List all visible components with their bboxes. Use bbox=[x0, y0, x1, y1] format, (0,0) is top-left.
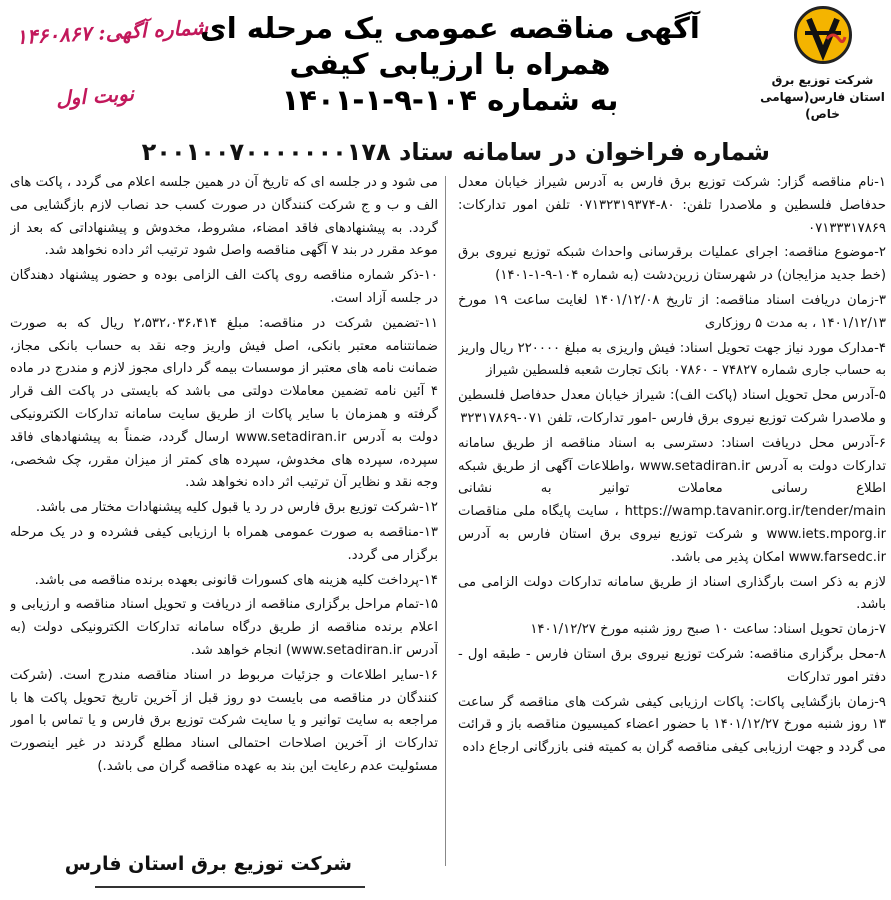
logo-company-name bbox=[760, 72, 885, 123]
notice-column-right bbox=[458, 172, 886, 862]
notice-number-stamp: شماره آگهی: ۱۴۶۰۸۶۷ bbox=[15, 14, 209, 50]
clause-8: ۸-محل برگزاری مناقصه: شرکت توزیع نیروی برق استان فارس - طبقه اول - دفتر امور تدارکات bbox=[458, 646, 886, 685]
clause-4: ۴-مدارک مورد نیاز جهت تحویل اسناد: فیش واریزی به مبلغ ۲۲۰۰۰۰ ریال واریز به حساب جاری شماره ۷۴۸۲۷ - ۰۷۸۶۰ بانک تجارت شعبه فلسطین شیراز bbox=[458, 340, 886, 379]
clause-7: ۷-زمان تحویل اسناد: ساعت ۱۰ صبح روز شنبه مورخ ۱۴۰۱/۱۲/۲۷ bbox=[530, 622, 886, 638]
title-line-2: همراه با ارزیابی کیفی bbox=[289, 47, 611, 81]
logo-name-line-2: استان فارس(سهامی خاص) bbox=[760, 90, 885, 121]
clause-5: ۵-آدرس محل تحویل اسناد (پاکت الف): شیراز خیابان معدل حدفاصل فلسطین و ملاصدرا شرکت توزیع نیروی برق فارس -امور تدارکات، تلفن ۰۷۱-۳۲۳۱۷۸۶۹ bbox=[458, 388, 886, 426]
clause-9-continued: می شود و در جلسه ای که تاریخ آن در همین جلسه اعلام می گردد ، پاکت های الف و ب و ج شرکت کنندگان در صورت کسب حد نصاب لازم بازگشایی می گردد. به پیشنهادهای فاقد امضاء، مشروط، مخدوش و پیشنهاداتی که بعد از موعد مقرر در بند ۷ آگهی مناقصه واصل شود ترتیب اثر داده نخواهد شد. bbox=[10, 175, 438, 259]
notice-column-left bbox=[10, 172, 438, 852]
notice-header bbox=[0, 0, 891, 170]
title-line-3: به شماره ۱۰۴-۹-۱-۱۴۰۱ bbox=[281, 83, 619, 117]
clause-1: ۱-نام مناقصه گزار: شرکت توزیع برق فارس به آدرس شیراز خیابان معدل حدفاصل فلسطین و ملاصدرا تلفن: ۸۰-۰۷۱۳۲۳۱۹۳۷۴ تلفن امور تدارکات: ۰۷۱۳۳۳۱۷۸۶۹ bbox=[458, 175, 886, 236]
footer-company-name: شرکت توزیع برق استان فارس bbox=[64, 853, 352, 875]
clause-3: ۳-زمان دریافت اسناد مناقصه: از تاریخ ۱۴۰۱/۱۲/۰۸ لغایت ساعت ۱۹ مورخ ۱۴۰۱/۱۲/۱۳ ، به مدت ۵ روزکاری bbox=[458, 292, 886, 331]
clause-6-note: لازم به ذکر است بارگذاری اسناد از طریق سامانه تدارکات دولت الزامی می باشد. bbox=[458, 574, 886, 613]
clause-6: ۶-آدرس محل دریافت اسناد: دسترسی به اسناد مناقصه از طریق سامانه تدارکات دولت به آدرس www.setadiran.ir ،واطلاعات آگهی از طریق شبکه اطلاع رسانی معاملات توانیر به نشانی https://wamp.tavanir.org.ir/tender/main ، سایت پایگاه ملی مناقصات www.iets.mporg.ir و شرکت توزیع نیروی برق استان فارس به آدرس www.farsedc.ir امکان پذیر می باشد. bbox=[458, 435, 886, 565]
publication-round-stamp: نوبت اول bbox=[55, 81, 135, 111]
call-number-line: شماره فراخوان در سامانه ستاد ۲۰۰۱۰۰۷۰۰۰۰۰۰۰۱۷۸ bbox=[141, 138, 770, 166]
clause-13: ۱۳-مناقصه به صورت عمومی همراه با ارزیابی کیفی فشرده و در یک مرحله برگزار می گردد. bbox=[10, 524, 438, 563]
column-divider bbox=[445, 176, 446, 866]
clause-15: ۱۵-تمام مراحل برگزاری مناقصه از دریافت و تحویل اسناد مناقصه و ارزیابی و اعلام برنده مناقصه از طریق درگاه سامانه تدارکات الکترونیکی دولت (به آدرس www.setadiran.ir) انجام خواهد شد. bbox=[10, 597, 438, 658]
notice-title bbox=[170, 10, 730, 118]
clause-2: ۲-موضوع مناقصه: اجرای عملیات برقرسانی واحداث شبکه توزیع نیروی برق (خط جدید مزایجان) در شهرستان زرین‌دشت (به شماره ۱۰۴-۹-۱-۱۴۰۱) bbox=[458, 245, 886, 284]
title-line-1: آگهی مناقصه عمومی یک مرحله ای bbox=[200, 11, 700, 45]
clause-10: ۱۰-ذکر شماره مناقصه روی پاکت الف الزامی بوده و حضور پیشنهاد دهندگان در جلسه آزاد است. bbox=[10, 268, 438, 306]
clause-12: ۱۲-شرکت توزیع برق فارس در رد یا قبول کلیه پیشنهادات مختار می باشد. bbox=[35, 500, 438, 516]
clause-11: ۱۱-تضمین شرکت در مناقصه: مبلغ ۲،۵۳۲،۰۳۶،۴۱۴ ریال که به صورت ضمانتنامه معتبر بانکی، اصل فیش واریز وجه نقد به حساب بانکی مجاز، ضمانت نامه های معتبر از موسسات بیمه گر دارای مجوز لازم و مندرج در ماده ۴ آئین نامه تضمین معاملات دولتی می باشد که بایستی در پاکت الف قرار گرفته و همزمان با سایر پاکات از طریق سایت سامانه تدارکات الکترونیکی دولت به آدرس www.setadiran.ir ارسال گردد، ضمناً به پیشنهادهای فاقد سپرده، سپرده های مخدوش، سپرده های کمتر از میزان مقرر، چک شخصی، وجه نقد و نظایر آن ترتیب اثر داده نخواهد شد. bbox=[10, 315, 438, 491]
footer-underline bbox=[95, 886, 365, 888]
clause-16: ۱۶-سایر اطلاعات و جزئیات مربوط در اسناد مناقصه مندرج است. (شرکت کنندگان در مناقصه می بایست دو روز قبل از آخرین تاریخ تحویل پاکت ها با مراجعه به سایت توانیر و یا سایت شرکت توزیع برق فارس و یا تماس با امور تدارکات از آخرین اصلاحات احتمالی اسناد مطلع گردند در غیر اینصورت مسئولیت عدم رعایت این بند به عهده مناقصه گران می باشد.) bbox=[10, 667, 438, 774]
clause-9: ۹-زمان بازگشایی پاکات: پاکات ارزیابی کیفی شرکت های مناقصه گر ساعت ۱۳ روز شنبه مورخ ۱۴۰۱/۱۲/۲۷ با حضور اعضاء کمیسیون مناقصه باز و قرائت می گردد و جهت ارزیابی کیفی مناقصه گران به کمیته فنی بازرگانی ارجاع داده bbox=[458, 694, 886, 756]
electricity-company-logo-icon bbox=[794, 6, 852, 64]
logo-name-line-1: شرکت توزیع برق bbox=[771, 73, 874, 87]
clause-14: ۱۴-پرداخت کلیه هزینه های کسورات قانونی بعهده برنده مناقصه می باشد. bbox=[34, 572, 438, 588]
company-logo bbox=[760, 6, 885, 146]
